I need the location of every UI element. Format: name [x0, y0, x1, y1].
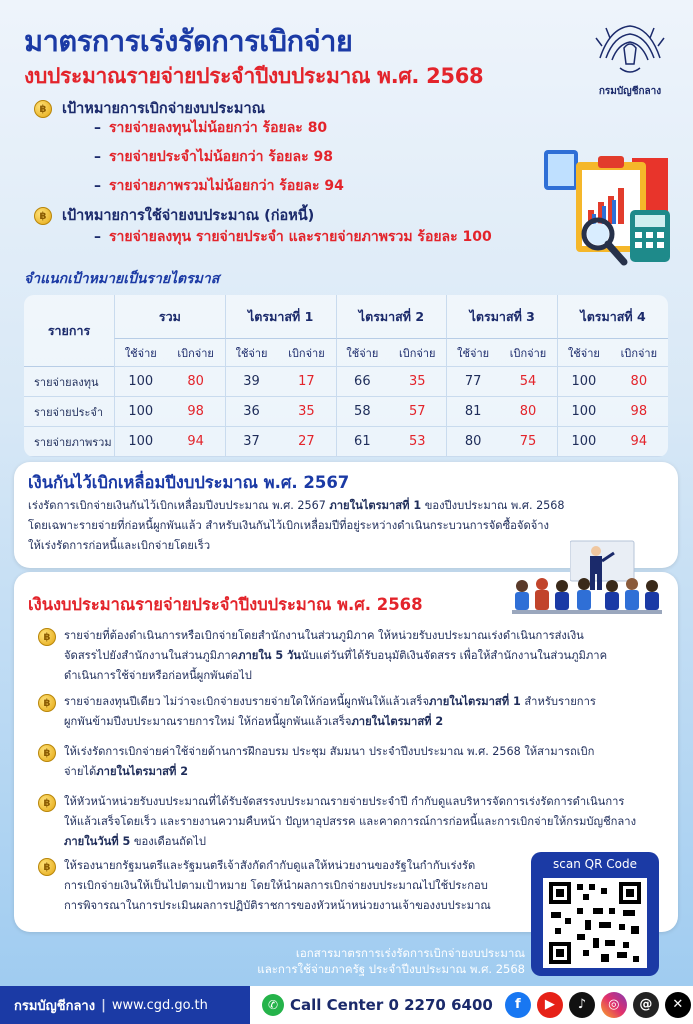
row-label: รายจ่ายลงทุน: [24, 367, 114, 397]
cell-disburse: 57: [388, 397, 446, 427]
subheader-spend: ใช้จ่าย: [557, 339, 610, 367]
cell-spend: 80: [446, 427, 499, 457]
cell-spend: 100: [114, 367, 167, 397]
coin-icon: ฿: [38, 794, 56, 812]
bullet-text: จ่ายได้: [64, 765, 97, 778]
bullet-emphasis: ภายในไตรมาสที่ 2: [96, 765, 189, 778]
carryover-text: เร่งรัดการเบิกจ่ายเงินกันไว้เบิกเหลื่อมปีงบประมาณ พ.ศ. 2567: [28, 499, 330, 512]
clipboard-chart-illustration: [540, 140, 675, 275]
annual-bullet: [38, 626, 666, 686]
cell-disburse: 35: [388, 367, 446, 397]
row-label: รายจ่ายประจำ: [24, 397, 114, 427]
bullet-emphasis: ภายใน 5 วัน: [238, 649, 301, 662]
table-header-q1: ไตรมาสที่ 1: [225, 295, 336, 339]
page-subtitle: งบประมาณรายจ่ายประจำปีงบประมาณ พ.ศ. 2568: [24, 64, 484, 88]
threads-icon[interactable]: @: [633, 992, 659, 1018]
annual-bullet: [38, 792, 666, 852]
bullet-text: ให้เร่งรัดการเบิกจ่ายค่าใช้จ่ายด้านการฝึกอบรม ประชุม สัมมนา ประจำปีงบประมาณ พ.ศ. 2568 ให้สามารถเบิก: [64, 745, 595, 758]
cell-spend: 77: [446, 367, 499, 397]
row-label: รายจ่ายภาพรวม: [24, 427, 114, 457]
subheader-disburse: เบิกจ่าย: [499, 339, 557, 367]
footer-org-bar: กรมบัญชีกลาง | www.cgd.go.th: [0, 986, 250, 1024]
cell-spend: 58: [336, 397, 389, 427]
qr-code-icon[interactable]: [543, 878, 647, 968]
cell-disburse: 98: [610, 397, 668, 427]
subheader-disburse: เบิกจ่าย: [277, 339, 335, 367]
subheader-disburse: เบิกจ่าย: [610, 339, 668, 367]
annual-bullet: [38, 856, 538, 916]
youtube-icon[interactable]: ▶: [537, 992, 563, 1018]
cell-disburse: 94: [610, 427, 668, 457]
bullet-text: จัดสรรไปยังสำนักงานในส่วนภูมิภาค: [64, 649, 239, 662]
bullet-text: นับแต่วันที่ได้รับอนุมัติเงินจัดสรร เพื่อให้สำนักงานในส่วนภูมิภาค: [300, 649, 608, 662]
table-header-q3: ไตรมาสที่ 3: [446, 295, 557, 339]
spending-goal-heading: [34, 204, 314, 227]
coin-icon: ฿: [38, 694, 56, 712]
coin-icon: ฿: [38, 858, 56, 876]
cell-spend: 100: [114, 427, 167, 457]
cell-disburse: 75: [499, 427, 557, 457]
table-row: [24, 427, 668, 457]
disbursement-goal-item: – รายจ่ายภาพรวมไม่น้อยกว่า ร้อยละ 94: [94, 178, 344, 194]
bullet-text: รายจ่ายลงทุนปีเดียว ไม่ว่าจะเบิกจ่ายงบรายจ่ายใดให้ก่อหนี้ผูกพันให้แล้วเสร็จ: [64, 695, 430, 708]
cell-disburse: 94: [167, 427, 225, 457]
cell-disburse: 54: [499, 367, 557, 397]
cell-spend: 100: [557, 367, 610, 397]
footnote-line: และการใช้จ่ายภาครัฐ ประจำปีงบประมาณ พ.ศ. 2568: [257, 962, 525, 976]
cell-spend: 100: [114, 397, 167, 427]
coin-icon: ฿: [38, 628, 56, 646]
coin-icon: ฿: [34, 100, 52, 118]
cell-spend: 100: [557, 427, 610, 457]
cell-disburse: 80: [499, 397, 557, 427]
table-row: [24, 367, 668, 397]
annual-title: เงินงบประมาณรายจ่ายประจำปีงบประมาณ พ.ศ. 2568: [28, 595, 423, 614]
footer-contact-bar: [250, 986, 693, 1024]
table-header-total: รวม: [114, 295, 225, 339]
coin-icon: ฿: [34, 207, 52, 225]
footer-website-link[interactable]: www.cgd.go.th: [111, 997, 208, 1013]
document-footnote: [0, 945, 525, 977]
x-icon[interactable]: ✕: [665, 992, 691, 1018]
garuda-emblem-icon: [590, 18, 670, 82]
cell-spend: 36: [225, 397, 278, 427]
cell-disburse: 80: [610, 367, 668, 397]
disbursement-goal-item: – รายจ่ายประจำไม่น้อยกว่า ร้อยละ 98: [94, 149, 333, 165]
cell-spend: 81: [446, 397, 499, 427]
bullet-emphasis: ภายในไตรมาสที่ 1: [429, 695, 521, 708]
cell-spend: 100: [557, 397, 610, 427]
quarterly-targets-table: [24, 295, 668, 457]
cell-spend: 61: [336, 427, 389, 457]
spending-goal-item: – รายจ่ายลงทุน รายจ่ายประจำ และรายจ่ายภาพรวม ร้อยละ 100: [94, 229, 492, 245]
bullet-emphasis: ภายในวันที่ 5: [64, 835, 131, 848]
qr-caption: scan QR Code: [553, 857, 637, 871]
goal-text: รายจ่ายลงทุน รายจ่ายประจำ และรายจ่ายภาพรวม ร้อยละ 100: [109, 229, 492, 245]
cell-spend: 66: [336, 367, 389, 397]
subheader-spend: ใช้จ่าย: [114, 339, 167, 367]
carryover-text: โดยเฉพาะรายจ่ายที่ก่อหนี้ผูกพันแล้ว สำหรับเงินกันไว้เบิกเหลื่อมปีที่อยู่ระหว่างดำเนินกระบวนการจัดซื้อจัดจ้าง: [28, 519, 550, 532]
carryover-text: ของปีงบประมาณ พ.ศ. 2568: [421, 499, 565, 512]
bullet-text: ให้แล้วเสร็จโดยเร็ว และรายงานความคืบหน้า ปัญหาอุปสรรค และคาดการณ์การก่อหนี้และการเบิกจ่ายให้กรมบัญชีกลาง: [64, 815, 637, 828]
cell-disburse: 80: [167, 367, 225, 397]
qr-code-panel[interactable]: [531, 852, 659, 976]
bullet-text: การเบิกจ่ายเงินให้เป็นไปตามเป้าหมาย โดยให้นำผลการเบิกจ่ายงบประมาณไปใช้ประกอบ: [64, 879, 488, 892]
footer-org: กรมบัญชีกลาง: [14, 998, 96, 1014]
table-header-q2: ไตรมาสที่ 2: [336, 295, 447, 339]
bullet-text: รายจ่ายที่ต้องดำเนินการหรือเบิกจ่ายโดยสำนักงานในส่วนภูมิภาค ให้หน่วยรับงบประมาณเร่งดำเนินการส่งเงิน: [64, 629, 584, 642]
annual-bullet: [38, 692, 666, 732]
bullet-text: ผูกพันข้ามปีงบประมาณรายการใหม่ ให้ก่อหนี้ผูกพันแล้วเสร็จ: [64, 715, 352, 728]
cell-disburse: 98: [167, 397, 225, 427]
instagram-icon[interactable]: ◎: [601, 992, 627, 1018]
bullet-text: สำหรับรายการ: [520, 695, 596, 708]
cell-disburse: 53: [388, 427, 446, 457]
table-row: [24, 397, 668, 427]
table-header-q4: ไตรมาสที่ 4: [557, 295, 668, 339]
goal-text: รายจ่ายประจำไม่น้อยกว่า ร้อยละ 98: [109, 149, 333, 165]
subheader-spend: ใช้จ่าย: [446, 339, 499, 367]
cell-spend: 39: [225, 367, 278, 397]
cell-disburse: 27: [277, 427, 335, 457]
table-header-item: รายการ: [24, 295, 114, 367]
footnote-line: เอกสารมาตรการเร่งรัดการเบิกจ่ายงบประมาณ: [295, 946, 525, 960]
goal-text: รายจ่ายภาพรวมไม่น้อยกว่า ร้อยละ 94: [109, 178, 344, 194]
bullet-text: ให้หัวหน้าหน่วยรับงบประมาณที่ได้รับจัดสรรงบประมาณรายจ่ายประจำปี กำกับดูแลบริหารจัดการเร่งรัดการดำเนินการ: [64, 795, 625, 808]
logo-label: กรมบัญชีกลาง: [598, 86, 662, 97]
facebook-icon[interactable]: f: [505, 992, 531, 1018]
disbursement-goal-title: เป้าหมายการเบิกจ่ายงบประมาณ: [62, 101, 266, 117]
cell-disburse: 17: [277, 367, 335, 397]
audience-illustration: [512, 572, 662, 624]
spending-goal-title: เป้าหมายการใช้จ่ายงบประมาณ (ก่อหนี้): [62, 208, 315, 224]
bullet-text: ของเดือนถัดไป: [130, 835, 206, 848]
subheader-disburse: เบิกจ่าย: [167, 339, 225, 367]
coin-icon: ฿: [38, 744, 56, 762]
carryover-emphasis: ภายในไตรมาสที่ 1: [329, 499, 422, 512]
cell-spend: 37: [225, 427, 278, 457]
bullet-text: การพิจารณาในการประเมินผลการปฏิบัติราชการของหัวหน้าหน่วยงานเจ้าของงบประมาณ: [64, 899, 491, 912]
subheader-disburse: เบิกจ่าย: [388, 339, 446, 367]
carryover-title: เงินกันไว้เบิกเหลื่อมปีงบประมาณ พ.ศ. 2567: [28, 473, 350, 492]
tiktok-icon[interactable]: ♪: [569, 992, 595, 1018]
annual-bullet: [38, 742, 666, 782]
subheader-spend: ใช้จ่าย: [336, 339, 389, 367]
call-center[interactable]: Call Center 0 2270 6400: [290, 996, 493, 1014]
bullet-text: ให้รองนายกรัฐมนตรีและรัฐมนตรีเจ้าสังกัดกำกับดูแลให้หน่วยงานของรัฐในกำกับเร่งรัด: [64, 859, 476, 872]
disbursement-goal-item: – รายจ่ายลงทุนไม่น้อยกว่า ร้อยละ 80: [94, 120, 328, 136]
cgd-logo: [590, 18, 670, 96]
quarterly-heading: จำแนกเป้าหมายเป็นรายไตรมาส: [24, 271, 220, 287]
cell-disburse: 35: [277, 397, 335, 427]
bullet-emphasis: ภายในไตรมาสที่ 2: [351, 715, 444, 728]
bullet-text: ดำเนินการใช้จ่ายหรือก่อหนี้ผูกพันต่อไป: [64, 669, 252, 682]
goal-text: รายจ่ายลงทุนไม่น้อยกว่า ร้อยละ 80: [109, 120, 328, 136]
page-title: มาตรการเร่งรัดการเบิกจ่าย: [24, 24, 353, 58]
phone-icon: ✆: [262, 994, 284, 1016]
subheader-spend: ใช้จ่าย: [225, 339, 278, 367]
carryover-text: ให้เร่งรัดการก่อหนี้และเบิกจ่ายโดยเร็ว: [28, 539, 211, 552]
